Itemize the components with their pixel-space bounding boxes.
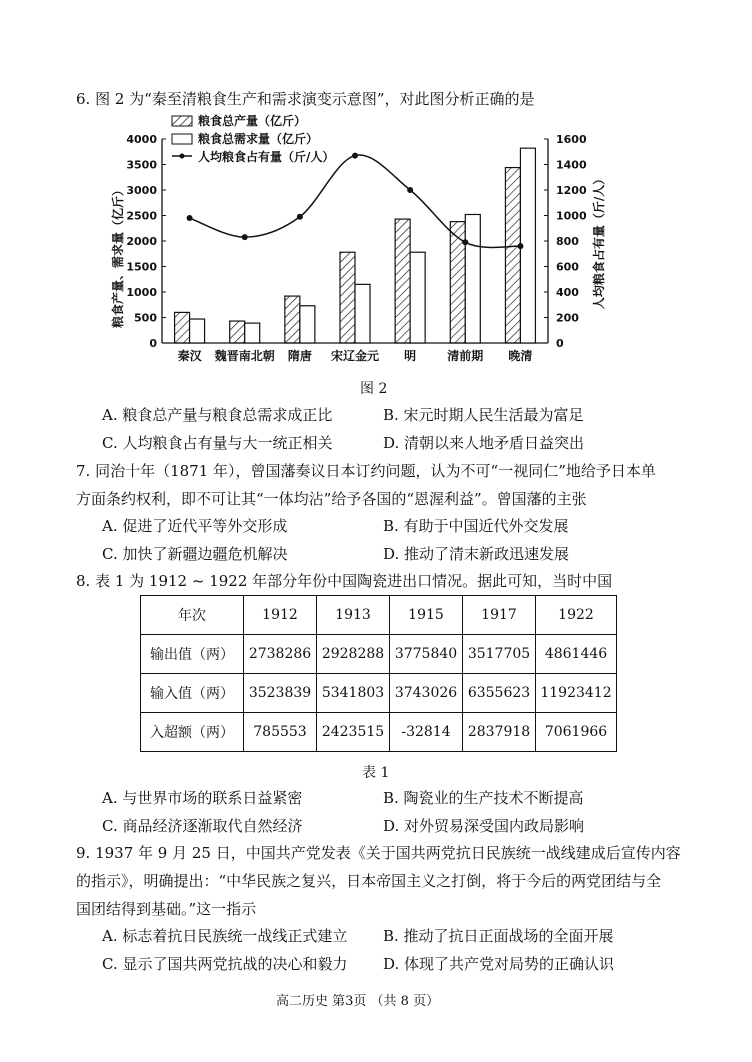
y-tick-label: 500 [134,311,157,325]
q7-option-a[interactable]: A. 促进了近代平等外交形成 [102,517,288,535]
table-cell: 5341803 [317,674,390,713]
per-capita-point [352,153,358,159]
y-tick-label: 4000 [126,133,157,146]
q9-stem-line3: 国团结得到基础。”这一指示 [76,900,257,918]
bar-demand [465,214,480,343]
table-header-cell: 1915 [390,596,463,635]
per-capita-point [517,243,523,249]
y2-tick-label: 600 [556,260,579,274]
q8-stem: 8. 表 1 为 1912 ~ 1922 年部分年份中国陶瓷进出口情况。据此可知，当时中国 [76,572,613,590]
bar-demand [300,306,315,343]
q6-option-b[interactable]: B. 宋元时期人民生活最为富足 [383,406,584,424]
bar-production [175,312,190,343]
y2-tick-label: 0 [556,337,564,350]
y2-axis-title: 人均粮食占有量（斤/人） [592,172,606,310]
q6-stem: 6. 图 2 为“秦至清粮食生产和需求演变示意图”，对此图分析正确的是 [76,90,535,108]
table-cell: 2738286 [244,635,317,674]
per-capita-point [407,187,413,193]
bar-production [395,219,410,343]
table-row-label: 输出值（两） [141,635,244,674]
bar-demand [410,252,425,343]
bar-production [340,252,355,343]
table-cell: 11923412 [536,674,617,713]
y-tick-label: 2000 [126,235,157,248]
chart-plot-area [110,113,606,363]
table-cell: 3743026 [390,674,463,713]
table-cell: 2423515 [317,713,390,752]
q7-option-d[interactable]: D. 推动了清末新政迅速发展 [383,545,570,563]
q6-option-c[interactable]: C. 人均粮食占有量与大一统正相关 [102,434,333,452]
x-category-label: 明 [404,349,417,363]
y2-tick-label: 200 [556,311,579,325]
q7-stem-line1: 7. 同治十年（1871 年），曾国藩奏议日本订约问题，认为不可“一视同仁”地给予日本单 [76,462,656,480]
y2-tick-label: 800 [556,235,579,248]
per-capita-point [462,239,468,245]
table-caption: 表 1 [362,765,390,781]
bar-production [285,296,300,343]
table-cell: 2928288 [317,635,390,674]
table-cell: 785553 [244,713,317,752]
q9-option-b[interactable]: B. 推动了抗日正面战场的全面开展 [383,927,614,945]
legend-swatch-production [172,116,192,126]
table-header-cell: 1912 [244,596,317,635]
table-row-label: 入超额（两） [141,713,244,752]
table-header-cell: 年次 [141,596,244,635]
table-cell: 3775840 [390,635,463,674]
trade-table [140,595,617,752]
table-header-cell: 1917 [463,596,536,635]
table-cell: 3517705 [463,635,536,674]
figure-caption: 图 2 [360,381,388,397]
q6-option-a[interactable]: A. 粮食总产量与粮食总需求成正比 [102,406,333,424]
q9-stem-line1: 9. 1937 年 9 月 25 日，中国共产党发表《关于国共两党抗日民族统一战线建成后宣传内容 [76,844,681,862]
table-header-cell: 1913 [317,596,390,635]
legend-marker-per-capita [180,154,185,159]
y2-tick-label: 1000 [556,209,587,223]
y-tick-label: 1000 [126,286,157,299]
x-category-label: 晚清 [508,349,533,363]
bar-demand [355,284,370,343]
table-row-label: 输入值（两） [141,674,244,713]
q9-stem-line2: 的指示》，明确提出：“中华民族之复兴，日本帝国主义之打倒，将于今后的两党团结与全 [76,872,662,890]
x-category-label: 隋唐 [287,349,312,363]
q9-option-d[interactable]: D. 体现了共产党对局势的正确认识 [383,955,615,973]
per-capita-point [187,215,193,221]
q8-option-d[interactable]: D. 对外贸易深受国内政局影响 [383,817,585,835]
table-cell: 3523839 [244,674,317,713]
legend-label-demand: 粮食总需求量（亿斤） [198,132,319,146]
page-footer: 高二历史 第3页 （共 8 页） [276,994,440,1009]
bar-production [230,321,245,343]
table-header-row [141,596,617,635]
q8-option-c[interactable]: C. 商品经济逐渐取代自然经济 [102,817,303,835]
y-tick-label: 3500 [126,158,157,172]
q9-option-a[interactable]: A. 标志着抗日民族统一战线正式建立 [102,927,348,945]
x-category-label: 魏晋南北朝 [214,349,275,363]
q8-option-a[interactable]: A. 与世界市场的联系日益紧密 [102,789,303,807]
q7-stem-line2: 方面条约权利，即不可让其“一体均沾”给予各国的“恩渥利益”。曾国藩的主张 [76,490,587,508]
bar-production [450,222,465,343]
per-capita-point [297,214,303,220]
q9-option-c[interactable]: C. 显示了国共两党抗战的决心和毅力 [102,955,348,973]
legend-swatch-demand [172,134,192,144]
bar-demand [245,323,260,343]
q7-option-c[interactable]: C. 加快了新疆边疆危机解决 [102,545,288,563]
table-row [141,674,617,713]
y-tick-label: 2500 [126,209,157,223]
table-row [141,635,617,674]
y2-tick-label: 400 [556,286,579,299]
q8-option-b[interactable]: B. 陶瓷业的生产技术不断提高 [383,789,584,807]
table-row [141,713,617,752]
y-axis-title: 粮食产量、需求量（亿斤） [111,183,125,329]
table-cell: 6355623 [463,674,536,713]
bar-demand [190,319,205,343]
y2-tick-label: 1600 [556,133,587,146]
table-cell: 2837918 [463,713,536,752]
y2-tick-label: 1200 [556,184,587,197]
y2-tick-label: 1400 [556,158,587,172]
y-tick-label: 3000 [126,184,157,197]
legend-label-per-capita: 人均粮食占有量（斤/人） [198,150,335,164]
bar-production [505,168,520,343]
q6-option-d[interactable]: D. 清朝以来人地矛盾日益突出 [383,434,585,452]
table-cell: -32814 [390,713,463,752]
table-cell: 7061966 [536,713,617,752]
grain-chart [0,110,752,372]
table-header-cell: 1922 [536,596,617,635]
per-capita-point [242,234,248,240]
y-tick-label: 0 [149,337,157,350]
x-category-label: 宋辽金元 [330,349,380,363]
x-category-label: 清前期 [447,349,484,363]
q7-option-b[interactable]: B. 有助于中国近代外交发展 [383,517,569,535]
y-tick-label: 1500 [126,260,157,274]
legend-label-production: 粮食总产量（亿斤） [198,114,307,128]
x-category-label: 秦汉 [177,349,202,363]
table-cell: 4861446 [536,635,617,674]
